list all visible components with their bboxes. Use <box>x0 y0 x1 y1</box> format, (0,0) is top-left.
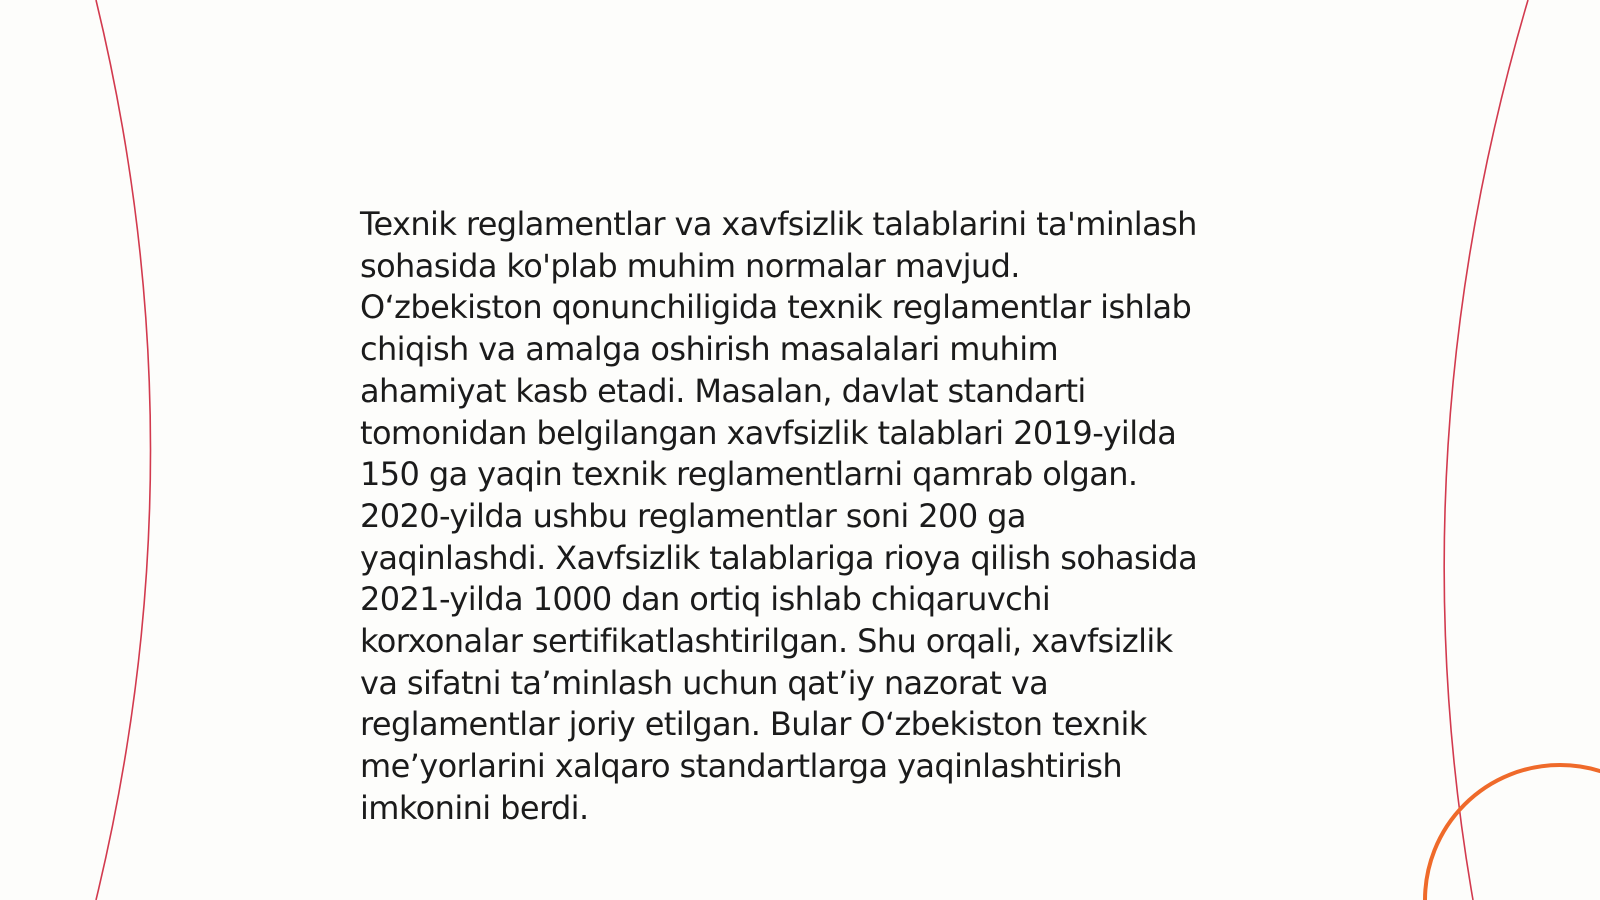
body-line: O‘zbekiston qonunchiligida texnik reglamentlar ishlab <box>360 288 1192 327</box>
body-line: reglamentlar joriy etilgan. Bular O‘zbekiston texnik <box>360 705 1147 744</box>
body-line: 2020-yilda ushbu reglamentlar soni 200 ga <box>360 496 1026 535</box>
left-curve <box>96 0 151 900</box>
accent-circle <box>1425 765 1600 900</box>
body-line: sohasida ko'plab muhim normalar mavjud. <box>360 246 1020 285</box>
body-line: chiqish va amalga oshirish masalalari muhim <box>360 330 1059 369</box>
body-line: me’yorlarini xalqaro standartlarga yaqinlashtirish <box>360 747 1123 786</box>
body-line: 150 ga yaqin texnik reglamentlarni qamrab olgan. <box>360 455 1138 494</box>
body-line: va sifatni ta’minlash uchun qat’iy nazorat va <box>360 663 1049 702</box>
body-line: 2021-yilda 1000 dan ortiq ishlab chiqaruvchi <box>360 580 1051 619</box>
body-text <box>360 204 1260 830</box>
body-line: tomonidan belgilangan xavfsizlik talablari 2019-yilda <box>360 413 1177 452</box>
body-line: korxonalar sertifikatlashtirilgan. Shu orqali, xavfsizlik <box>360 622 1173 661</box>
body-line: yaqinlashdi. Xavfsizlik talablariga rioya qilish sohasida <box>360 538 1198 577</box>
body-line: Texnik reglamentlar va xavfsizlik talablarini ta'minlash <box>360 205 1197 243</box>
body-line: imkonini berdi. <box>360 788 589 827</box>
body-line: ahamiyat kasb etadi. Masalan, davlat standarti <box>360 371 1086 410</box>
right-curve-outer <box>1444 0 1528 900</box>
